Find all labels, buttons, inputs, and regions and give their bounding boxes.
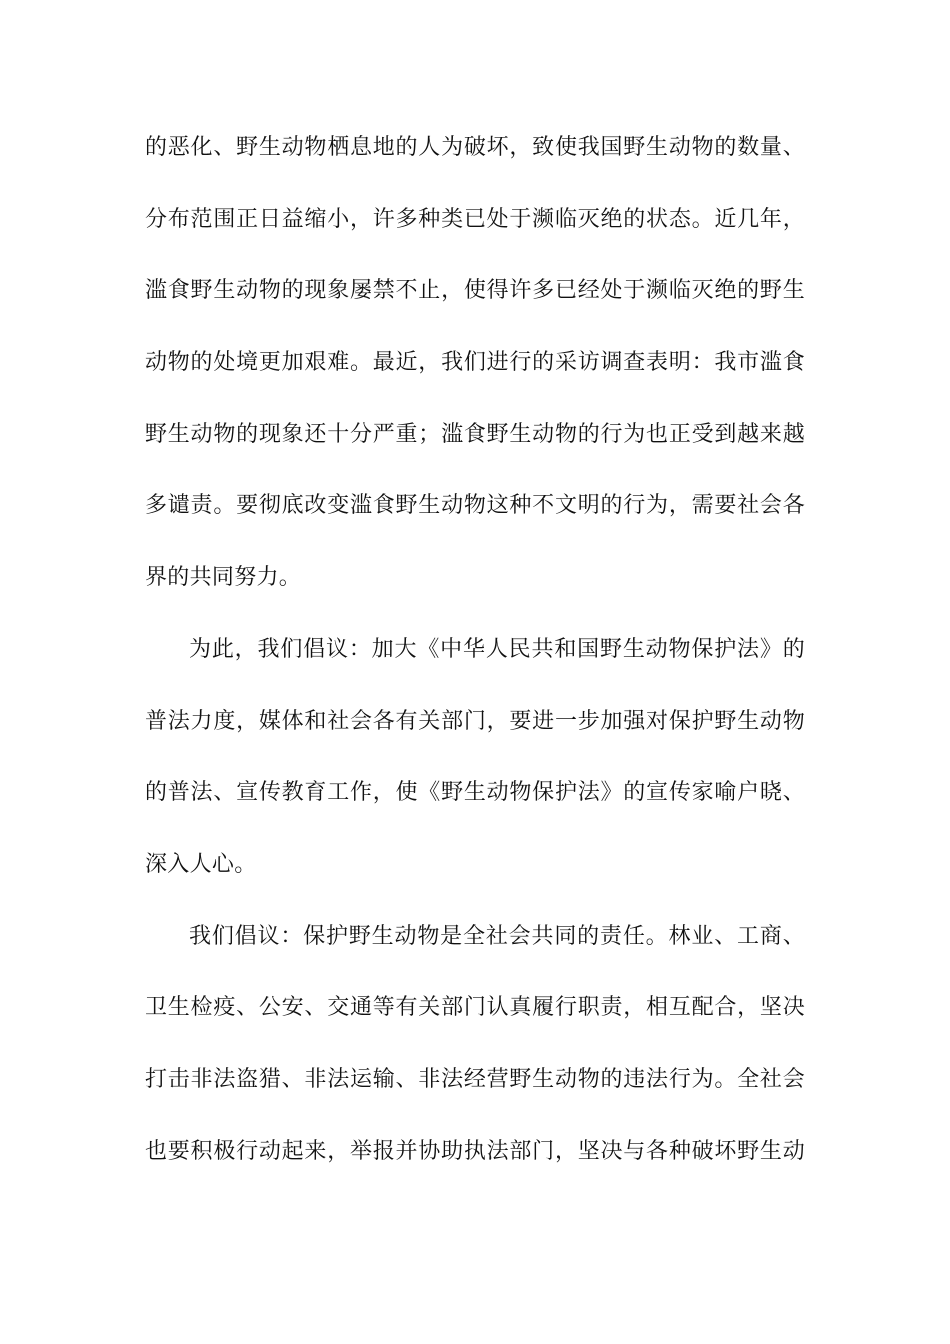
text-line: 野生动物的现象还十分严重；滥食野生动物的行为也正受到越来越 (145, 421, 805, 447)
text-line: 打击非法盗猎、非法运输、非法经营野生动物的违法行为。全社会 (145, 1066, 805, 1092)
text-line: 卫生检疫、公安、交通等有关部门认真履行职责，相互配合，坚决 (145, 995, 805, 1021)
paragraph-first-line: 我们倡议：保护野生动物是全社会共同的责任。林业、工商、 (189, 923, 805, 949)
text-line: 界的共同努力。 (145, 565, 302, 591)
text-line: 滥食野生动物的现象屡禁不止，使得许多已经处于濒临灭绝的野生 (145, 278, 805, 304)
body-text (145, 124, 805, 1199)
text-line: 普法力度，媒体和社会各有关部门，要进一步加强对保护野生动物 (145, 708, 805, 734)
text-line: 动物的处境更加艰难。最近，我们进行的采访调查表明：我市滥食 (145, 350, 805, 376)
text-line: 多谴责。要彻底改变滥食野生动物这种不文明的行为，需要社会各 (145, 493, 805, 519)
text-line: 也要积极行动起来，举报并协助执法部门，坚决与各种破坏野生动 (145, 1138, 805, 1164)
text-line: 的恶化、野生动物栖息地的人为破坏，致使我国野生动物的数量、 (145, 135, 805, 160)
paragraph-first-line: 为此，我们倡议：加大《中华人民共和国野生动物保护法》的 (189, 636, 805, 662)
text-line: 的普法、宣传教育工作，使《野生动物保护法》的宣传家喻户晓、 (145, 780, 805, 806)
text-line: 分布范围正日益缩小，许多种类已处于濒临灭绝的状态。近几年， (145, 206, 805, 232)
text-line: 深入人心。 (145, 851, 257, 877)
